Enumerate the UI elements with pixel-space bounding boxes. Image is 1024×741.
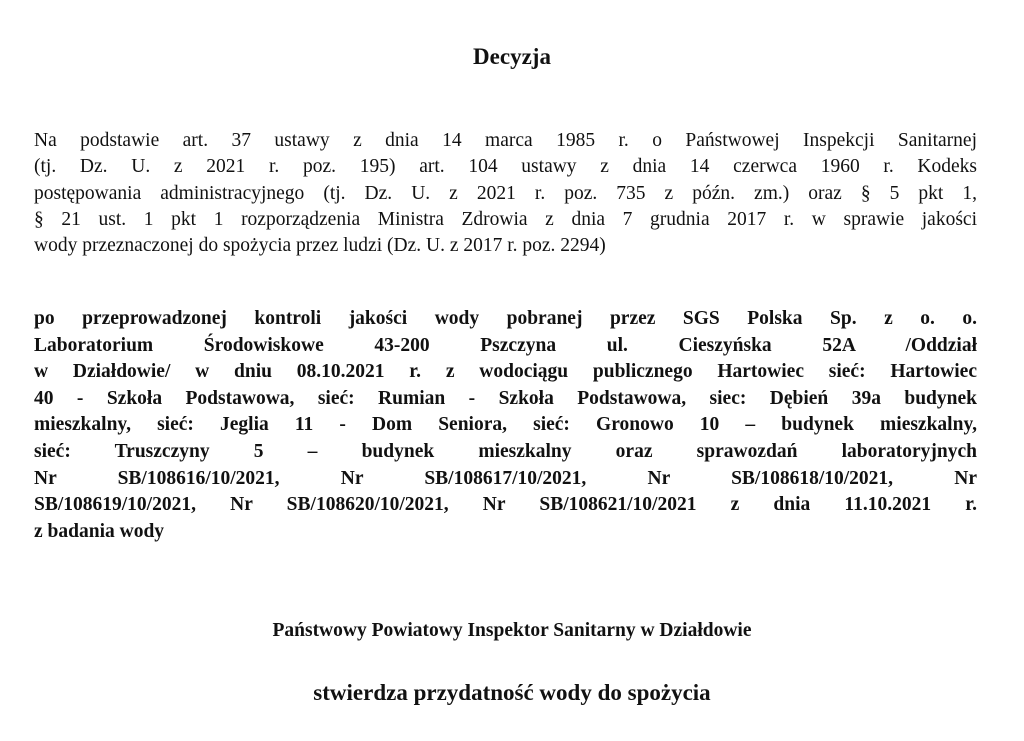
- findings-line: po przeprowadzonej kontroli jakości wody pobranej przez SGS Polska Sp. z o. o.: [34, 308, 977, 329]
- findings-line: z badania wody: [34, 520, 165, 542]
- legal-basis-line: Na podstawie art. 37 ustawy z dnia 14 marca 1985 r. o Państwowej Inspekcji Sanitarnej: [34, 130, 977, 151]
- findings-line: w Działdowie/ w dniu 08.10.2021 r. z wodociągu publicznego Hartowiec sieć: Hartowiec: [34, 361, 977, 383]
- legal-basis-line: (tj. Dz. U. z 2021 r. poz. 195) art. 104 ustawy z dnia 14 czerwca 1960 r. Kodeks: [34, 156, 977, 178]
- findings-line: mieszkalny, sieć: Jeglia 11 - Dom Seniora, sieć: Gronowo 10 – budynek mieszkalny,: [34, 414, 977, 436]
- findings-line: SB/108619/10/2021, Nr SB/108620/10/2021, Nr SB/108621/10/2021 z dnia 11.10.2021 r.: [34, 494, 977, 516]
- legal-basis-line: § 21 ust. 1 pkt 1 rozporządzenia Ministra Zdrowia z dnia 7 grudnia 2017 r. w sprawie jakości: [34, 208, 977, 230]
- legal-basis-paragraph: [34, 128, 977, 259]
- issuing-authority: Państwowy Powiatowy Inspektor Sanitarny w Działdowie: [272, 620, 752, 641]
- findings-line: Laboratorium Środowiskowe 43-200 Pszczyna ul. Cieszyńska 52A /Oddział: [34, 334, 977, 356]
- legal-basis-line: wody przeznaczonej do spożycia przez ludzi (Dz. U. z 2017 r. poz. 2294): [34, 235, 606, 257]
- findings-line: 40 - Szkoła Podstawowa, sieć: Rumian - Szkoła Podstawowa, siec: Dębień 39a budynek: [34, 387, 977, 409]
- findings-paragraph: [34, 306, 977, 545]
- legal-basis-line: postępowania administracyjnego (tj. Dz. U. z 2021 r. poz. 735 z późn. zm.) oraz § 5 pkt 1,: [34, 182, 977, 204]
- findings-line: Nr SB/108616/10/2021, Nr SB/108617/10/2021, Nr SB/108618/10/2021, Nr: [34, 467, 977, 489]
- findings-line: sieć: Truszczyny 5 – budynek mieszkalny oraz sprawozdań laboratoryjnych: [34, 440, 977, 462]
- document-title: Decyzja: [473, 44, 551, 69]
- decision-verdict: stwierdza przydatność wody do spożycia: [313, 680, 711, 705]
